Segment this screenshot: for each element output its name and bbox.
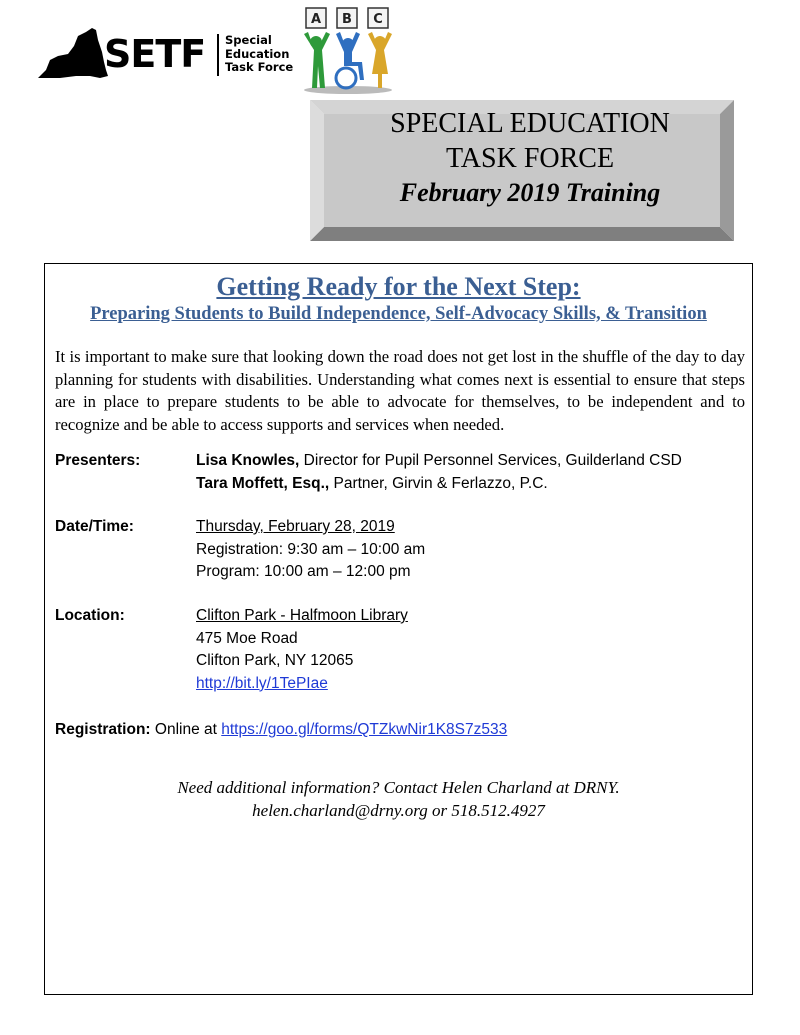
presenters-label: Presenters: xyxy=(55,452,141,469)
contact-line-1: Need additional information? Contact Helen Charland at DRNY. xyxy=(177,778,620,797)
presenter-row xyxy=(196,473,682,496)
datetime-details xyxy=(196,516,425,584)
presenter-role: Partner, Girvin & Ferlazzo, P.C. xyxy=(329,474,548,492)
location-label: Location: xyxy=(55,607,125,624)
event-date: Thursday, February 28, 2019 xyxy=(196,518,395,535)
setf-logo xyxy=(36,22,306,82)
event-subheadline: Preparing Students to Build Independence, Self-Advocacy Skills, & Transition xyxy=(90,304,707,324)
location-map-link[interactable]: http://bit.ly/1TePIae xyxy=(196,674,328,692)
datetime-label: Date/Time: xyxy=(55,518,134,535)
logo-word: Education xyxy=(225,46,290,61)
logo-words xyxy=(225,34,293,75)
registration-label: Registration: xyxy=(55,721,151,738)
block-letter-a: A xyxy=(310,12,322,27)
contact-line-2: helen.charland@drny.org or 518.512.4927 xyxy=(252,801,545,820)
logo-word: Special xyxy=(225,33,272,47)
logo-word: Task Force xyxy=(225,60,294,74)
location-city: Clifton Park, NY 12065 xyxy=(196,652,354,670)
logo-divider xyxy=(217,34,219,76)
child-green-icon xyxy=(304,32,330,88)
registration-form-link[interactable]: https://goo.gl/forms/QTZkwNir1K8S7z533 xyxy=(221,721,508,738)
abc-children-clipart xyxy=(300,4,396,96)
intro-paragraph: It is important to make sure that looking down the road does not get lost in the shuffle of the day to day planning for students with disabilities. Understanding what comes next is essential to ensure that steps are in place to prepare students to be able to advocate for themselves, to be independent and to recognize and be able to access supports and services when needed. xyxy=(55,347,745,434)
presenter-name: Lisa Knowles, xyxy=(196,452,300,469)
presenters-list xyxy=(196,450,682,495)
title-line-2: TASK FORCE xyxy=(445,143,615,174)
block-letter-b: B xyxy=(342,12,352,27)
registration-text: Online at xyxy=(150,721,222,738)
block-letter-c: C xyxy=(373,12,383,27)
registration-line xyxy=(55,719,507,742)
abc-blocks xyxy=(306,8,388,28)
event-details-box xyxy=(44,263,753,995)
contact-info xyxy=(45,776,752,822)
title-line-1: SPECIAL EDUCATION xyxy=(390,108,670,139)
child-wheelchair-icon xyxy=(336,32,364,88)
new-york-state-icon xyxy=(36,26,108,82)
presenter-role: Director for Pupil Personnel Services, Guilderland CSD xyxy=(299,452,682,469)
child-yellow-icon xyxy=(368,32,392,88)
title-training-date: February 2019 Training xyxy=(399,178,661,207)
logo-acronym: SETF xyxy=(104,32,206,76)
program-time: Program: 10:00 am – 12:00 pm xyxy=(196,563,411,581)
presenter-row xyxy=(196,450,682,473)
title-banner xyxy=(310,100,734,241)
location-details xyxy=(196,605,408,695)
location-name: Clifton Park - Halfmoon Library xyxy=(196,607,408,624)
location-street: 475 Moe Road xyxy=(196,629,298,647)
presenter-name: Tara Moffett, Esq., xyxy=(196,474,330,492)
event-headline: Getting Ready for the Next Step: xyxy=(216,272,581,301)
registration-time: Registration: 9:30 am – 10:00 am xyxy=(196,540,426,558)
